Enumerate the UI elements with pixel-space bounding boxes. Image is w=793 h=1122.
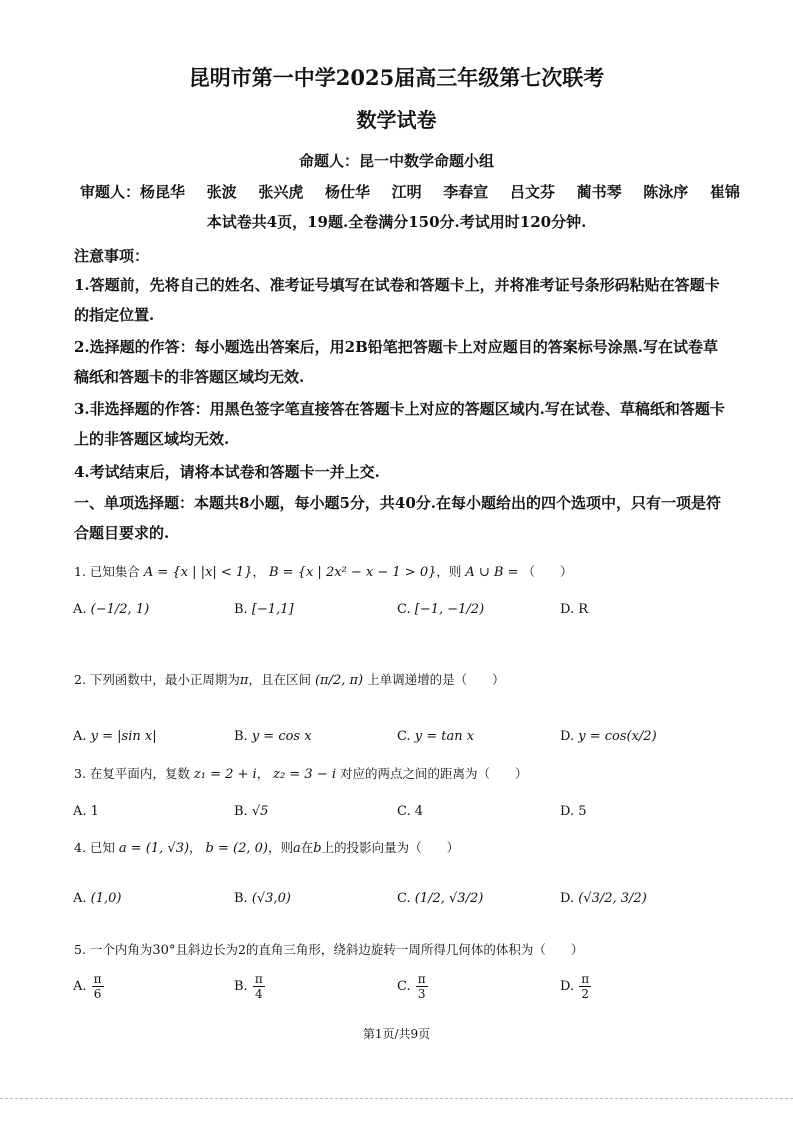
q2-text: 2. 下列函数中，最小正周期为 [74, 672, 240, 687]
option-math: (√3/2, 3/2) [578, 891, 647, 906]
option-math: (1,0) [90, 891, 122, 906]
page-footer: 第1页/共9页 [362, 1027, 431, 1041]
q1-set-b: B = {x | 2x² − x − 1 > 0} [268, 565, 437, 580]
option-math: y = tan x [414, 729, 475, 744]
q3-z2: z₂ = 3 − i [273, 767, 337, 782]
option-label: B. [234, 891, 248, 906]
reviewer: 张波 [206, 183, 237, 201]
q4-option-a [73, 891, 122, 906]
q2-blank: （ ） [454, 672, 505, 687]
reviewer: 张兴虎 [258, 183, 304, 201]
q2-pi: π [239, 673, 249, 688]
q3-option-c: C. 4 [397, 804, 424, 819]
q2-text-c: 上单调递增的是 [367, 672, 455, 687]
reviewer: 陈泳序 [643, 183, 689, 201]
notice-item: 3.非选择题的作答：用黑色签字笔直接答在答题卡上对应的答题区域内.写在试卷、草稿纸和答题卡上的非答题区域均无效. [74, 400, 725, 448]
option-label: C. [397, 891, 411, 906]
q3-text-b: 对应的两点之间的距离为 [340, 766, 478, 781]
page-divider [0, 1098, 793, 1099]
exam-info: 本试卷共4页，19题.全卷满分150分.考试用时120分钟. [206, 213, 587, 231]
q3-option-a: A. 1 [73, 804, 99, 819]
q5-angle: 30° [152, 943, 176, 958]
question-1-stem [74, 562, 573, 580]
option-label: A. [73, 602, 87, 617]
question-5-stem [74, 940, 583, 958]
option-label: D. [560, 891, 575, 906]
q2-option-a [73, 729, 157, 744]
question-3-stem [74, 764, 528, 782]
fraction-numerator: π [93, 972, 102, 986]
option-math: R [578, 602, 589, 617]
reviewer: 吕文芬 [509, 183, 555, 201]
q3-text: 3. 在复平面内，复数 [74, 766, 190, 781]
q5-blank: （ ） [533, 942, 584, 957]
fraction-numerator: π [254, 972, 263, 986]
option-label: D. [560, 979, 575, 994]
reviewers-label: 审题人：杨昆华 [80, 183, 186, 201]
option-label: A. [73, 891, 87, 906]
q5-option-d [560, 972, 592, 1001]
q4-text: 4. 已知 [74, 840, 115, 855]
option-label: B. [234, 602, 248, 617]
option-fraction [92, 972, 104, 1001]
option-label: C. [397, 979, 411, 994]
section-heading: 一、单项选择题：本题共8小题，每小题5分，共40分.在每小题给出的四个选项中，只有一项是符合题目要求的. [74, 494, 721, 542]
notice-item: 2.选择题的作答：每小题选出答案后，用2B铅笔把答题卡上对应题目的答案标号涂黑.写在试卷草稿纸和答题卡的非答题区域均无效. [74, 338, 719, 386]
q2-text-b: ，且在区间 [248, 672, 311, 687]
option-math: (−1/2, 1) [90, 602, 150, 617]
q1-option-b [234, 602, 294, 617]
q4-vec-b: b = (2, 0) [205, 841, 268, 856]
q3-z1: z₁ = 2 + i [193, 767, 257, 782]
q4-text-b: ，则 [267, 840, 293, 855]
q1-text: 1. 已知集合 [74, 564, 140, 579]
option-math: (√3,0) [251, 891, 291, 906]
q4-option-d [560, 891, 647, 906]
option-math: √5 [251, 804, 269, 819]
q4-blank: （ ） [409, 840, 460, 855]
reviewer: 杨仕华 [324, 183, 370, 201]
q2-option-b [234, 729, 312, 744]
option-label: A. [73, 729, 87, 744]
option-label: D. [560, 729, 575, 744]
reviewer: 崔锦 [709, 183, 740, 201]
page-subtitle: 数学试卷 [356, 108, 437, 132]
q4-text-d: 上的投影向量为 [321, 840, 410, 855]
fraction-denominator: 3 [417, 987, 426, 1001]
reviewer: 江明 [391, 183, 422, 201]
q1-text-b: ，则 [436, 564, 462, 579]
fraction-denominator: 2 [581, 987, 589, 1001]
option-label: B. [234, 804, 248, 819]
option-math: y = cos x [251, 729, 312, 744]
option-label: B. [234, 729, 248, 744]
q5-text: 5. 一个内角为 [74, 942, 153, 957]
notice-item: 1.答题前，先将自己的姓名、准考证号填写在试卷和答题卡上，并将准考证号条形码粘贴在答题卡的指定位置. [74, 276, 720, 324]
option-label: C. [397, 602, 411, 617]
q5-option-b [234, 972, 266, 1001]
notice-item: 4.考试结束后，请将本试卷和答题卡一并上交. [74, 463, 380, 481]
option-math: y = |sin x| [90, 729, 157, 744]
option-fraction [579, 972, 591, 1001]
question-2-stem [74, 670, 505, 688]
q1-option-a [73, 602, 149, 617]
option-label: D. [560, 602, 575, 617]
q3-option-b [234, 804, 268, 819]
q1-option-d [560, 602, 588, 617]
q1-blank: （ ） [522, 564, 573, 579]
option-label: C. [397, 729, 411, 744]
q2-option-d [560, 729, 657, 744]
question-4-stem [74, 838, 459, 856]
q3-sep: ， [256, 766, 270, 781]
reviewers-line [80, 181, 740, 202]
option-math: [−1,1] [251, 602, 294, 617]
option-math: [−1, −1/2) [414, 602, 485, 617]
reviewer: 李春宣 [443, 183, 489, 201]
q2-option-c [397, 729, 474, 744]
option-fraction [416, 972, 428, 1001]
option-label: A. [73, 979, 87, 994]
q5-text-b: 且斜边长为2的直角三角形，绕斜边旋转一周所得几何体的体积为 [175, 942, 534, 957]
fraction-denominator: 6 [93, 987, 102, 1001]
option-math: y = cos(x/2) [578, 729, 657, 744]
q5-option-c [397, 972, 429, 1001]
q4-vec-a: a = (1, √3) [118, 841, 190, 856]
notice-heading: 注意事项： [74, 247, 150, 265]
fraction-numerator: π [417, 972, 426, 986]
author-line: 命题人：昆一中数学命题小组 [298, 152, 494, 170]
q5-option-a [73, 972, 105, 1001]
option-math: (1/2, √3/2) [414, 891, 484, 906]
q1-set-a: A = {x | |x| < 1} [143, 565, 253, 580]
q4-text-c: 在 [300, 840, 314, 855]
q1-option-c [397, 602, 484, 617]
option-fraction [253, 972, 265, 1001]
q4-a: a [293, 841, 301, 856]
q1-sep: ， [252, 564, 265, 579]
q4-b: b [313, 841, 322, 856]
fraction-numerator: π [581, 972, 590, 986]
q3-option-d: D. 5 [560, 804, 587, 819]
q4-sep: ， [189, 840, 202, 855]
q4-option-b [234, 891, 291, 906]
q2-interval: (π/2, π) [314, 673, 364, 688]
q3-blank: （ ） [477, 766, 528, 781]
q4-option-c [397, 891, 483, 906]
fraction-denominator: 4 [254, 987, 263, 1001]
page-title: 昆明市第一中学2025届高三年级第七次联考 [188, 65, 605, 90]
q1-union: A ∪ B = [465, 565, 519, 580]
option-label: B. [234, 979, 248, 994]
reviewer: 蔺书琴 [576, 183, 622, 201]
